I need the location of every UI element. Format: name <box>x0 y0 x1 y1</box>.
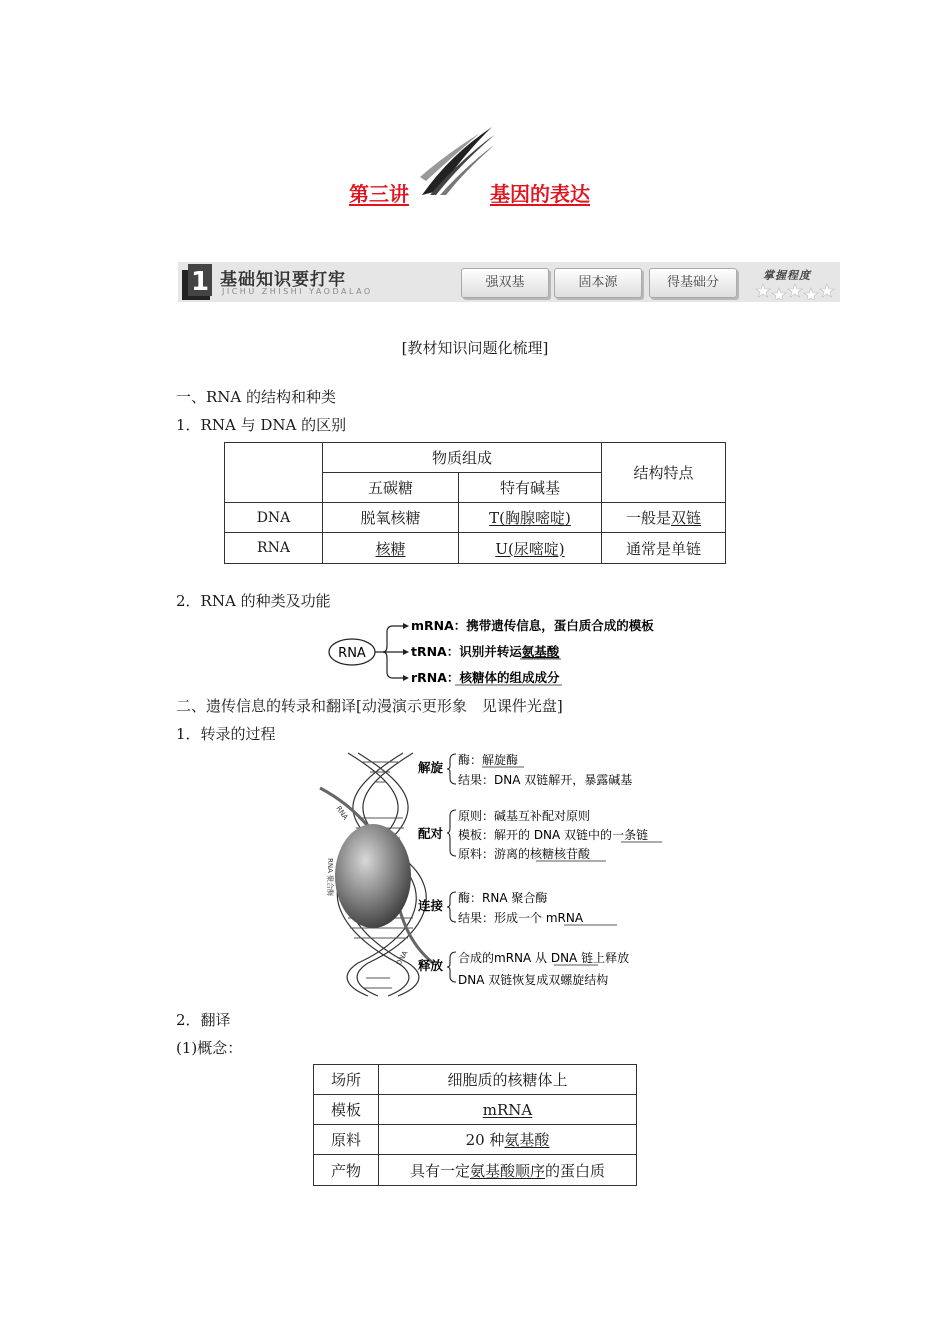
transcription-diagram <box>318 748 668 998</box>
step-name: 解旋 <box>418 760 444 775</box>
row-label: DNA <box>225 503 323 533</box>
row-label: 模板 <box>314 1095 379 1125</box>
banner-subtitle: JICHU ZHISHI YAODALAO <box>222 287 373 296</box>
step-detail: 结果：DNA 双链解开，暴露碱基 <box>458 773 633 787</box>
step-detail: 模板：解开的 DNA 双链中的一条链 <box>458 828 649 842</box>
section-subtitle: [教材知识问题化梳理] <box>401 339 549 357</box>
translation-table <box>313 1064 637 1186</box>
step-name: 释放 <box>418 958 444 973</box>
step-detail: 原料：游离的核糖核苷酸 <box>458 847 591 861</box>
table-row <box>314 1095 637 1125</box>
tag-button[interactable]: 强双基 <box>461 268 549 298</box>
cell-structure: 通常是单链 <box>602 533 726 564</box>
step-detail: DNA 双链恢复成双螺旋结构 <box>458 973 609 987</box>
tag-button[interactable]: 得基础分 <box>649 268 737 298</box>
row-value: 细胞质的核糖体上 <box>379 1065 637 1095</box>
step-detail: 合成的mRNA 从 DNA 链上释放 <box>458 951 630 965</box>
header-composition: 物质组成 <box>323 443 602 473</box>
item-heading: 2．RNA 的种类及功能 <box>176 592 331 610</box>
cell-base: T(胸腺嘧啶) <box>489 509 571 527</box>
step-detail: 结果：形成一个 mRNA <box>458 911 584 925</box>
row-label: 原料 <box>314 1125 379 1155</box>
lecture-name: 基因的表达 <box>490 182 590 206</box>
number-badge-icon <box>180 262 214 302</box>
svg-text:1: 1 <box>190 267 210 297</box>
table-row <box>225 503 726 533</box>
rna-dna-comparison-table <box>224 442 726 564</box>
step-detail: 原则：碱基互补配对原则 <box>458 809 591 823</box>
rna-types-diagram <box>325 610 670 690</box>
row-label: 场所 <box>314 1065 379 1095</box>
trna-function: tRNA：识别并转运氨基酸 <box>411 644 560 659</box>
step-detail: 酶：解旋酶 <box>458 753 519 767</box>
lecture-number: 第三讲 <box>349 182 409 206</box>
dna-label: DNA <box>394 949 410 967</box>
row-value-answer: 氨基酸顺序 <box>469 1161 545 1180</box>
rna-polymerase-icon <box>335 824 411 928</box>
cell-sugar: 脱氧核糖 <box>323 503 459 533</box>
header-base: 特有碱基 <box>459 473 602 503</box>
item-heading: 2．翻译 <box>176 1011 231 1029</box>
row-value-answer: 氨基酸 <box>504 1131 550 1149</box>
cell-structure-answer: 双链 <box>671 509 702 527</box>
section-heading: 一、RNA 的结构和种类 <box>176 388 337 406</box>
header-structure: 结构特点 <box>602 443 726 503</box>
item-heading: 1．RNA 与 DNA 的区别 <box>176 416 347 434</box>
table-row <box>225 533 726 564</box>
step-name: 配对 <box>418 826 444 841</box>
item-heading: 1．转录的过程 <box>176 725 276 743</box>
step-name: 连接 <box>418 898 444 913</box>
mastery-rating <box>753 264 835 300</box>
lecture-title <box>340 125 620 205</box>
item-heading: (1)概念： <box>176 1039 243 1057</box>
swoosh-decoration-icon <box>420 125 495 197</box>
star-rating-icon <box>753 282 835 300</box>
table-row <box>314 1155 637 1186</box>
rrna-function: rRNA：核糖体的组成成分 <box>411 670 560 685</box>
mrna-function: mRNA：携带遗传信息，蛋白质合成的模板 <box>411 618 654 633</box>
enzyme-label: RNA 聚合酶 <box>326 858 334 897</box>
rna-node-label: RNA <box>338 646 366 661</box>
row-value: 的蛋白质 <box>545 1161 606 1180</box>
section-heading: 二、遗传信息的转录和翻译[动漫演示更形象 见课件光盘] <box>176 697 563 715</box>
cell-base: U(尿嘧啶) <box>495 539 565 558</box>
step-detail: 酶：RNA 聚合酶 <box>458 891 548 905</box>
table-row <box>314 1125 637 1155</box>
row-value: mRNA <box>482 1100 533 1119</box>
row-label: RNA <box>225 533 323 564</box>
tag-button[interactable]: 固本源 <box>554 268 642 298</box>
header-sugar: 五碳糖 <box>323 473 459 503</box>
banner-title: 基础知识要打牢 <box>220 270 346 290</box>
cell-sugar: 核糖 <box>375 539 406 558</box>
row-value: 具有一定 <box>409 1161 470 1180</box>
section-banner <box>178 262 840 302</box>
row-value: 20 种 <box>465 1131 505 1149</box>
cell-structure: 一般是 <box>625 509 671 527</box>
table-row <box>314 1065 637 1095</box>
svg-text:RNA: RNA <box>334 804 350 822</box>
row-label: 产物 <box>314 1155 379 1186</box>
mastery-label: 掌握程度 <box>763 269 811 282</box>
